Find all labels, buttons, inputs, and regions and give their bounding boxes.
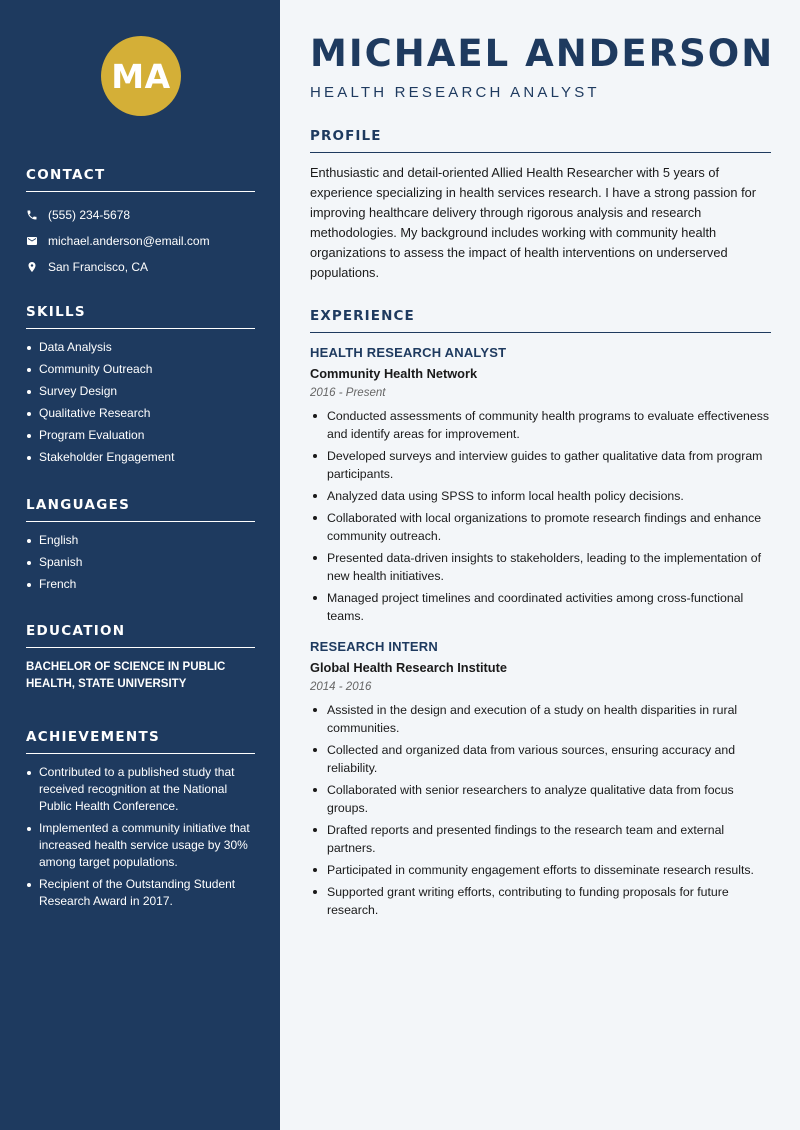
phone-icon [26, 209, 48, 221]
job-bullet: Analyzed data using SPSS to inform local health policy decisions. [310, 487, 771, 505]
job-bullet: Collaborated with senior researchers to analyze qualitative data from focus groups. [310, 781, 771, 817]
job-bullet: Presented data-driven insights to stakeholders, leading to the implementation of new health initiatives. [310, 549, 771, 585]
avatar [101, 36, 181, 116]
language-item: French [26, 576, 255, 593]
sidebar [0, 0, 280, 1130]
contact-email [26, 228, 255, 254]
job-entry [310, 639, 771, 919]
profile-heading: PROFILE [310, 128, 771, 153]
achievement-item: Contributed to a published study that received recognition at the National Public Health Conference. [26, 764, 255, 815]
achievement-item: Recipient of the Outstanding Student Research Award in 2017. [26, 876, 255, 910]
candidate-name: MICHAEL ANDERSON [310, 32, 775, 75]
achievements-heading: ACHIEVEMENTS [26, 729, 255, 754]
job-bullet: Drafted reports and presented findings to the research team and external partners. [310, 821, 771, 857]
skills-list [26, 339, 255, 466]
job-dates: 2014 - 2016 [310, 681, 372, 693]
achievements-list [26, 764, 255, 910]
language-item: English [26, 532, 255, 549]
job-bullet: Assisted in the design and execution of a study on health disparities in rural communities. [310, 701, 771, 737]
education-heading: EDUCATION [26, 623, 255, 648]
job-role: HEALTH RESEARCH ANALYST [310, 345, 507, 360]
experience-section [310, 308, 771, 923]
job-bullets [310, 407, 771, 625]
candidate-title: HEALTH RESEARCH ANALYST [310, 84, 600, 101]
contact-location [26, 254, 255, 280]
job-bullets [310, 701, 771, 919]
job-bullet: Supported grant writing efforts, contributing to funding proposals for future research. [310, 883, 771, 919]
email-address[interactable]: michael.anderson@email.com [48, 234, 210, 248]
location-text: San Francisco, CA [48, 260, 149, 274]
education-section [26, 623, 255, 693]
profile-section [310, 128, 771, 283]
email-icon [26, 235, 48, 247]
job-company: Community Health Network [310, 366, 478, 381]
job-bullet: Conducted assessments of community health programs to evaluate effectiveness and identify areas for improvement. [310, 407, 771, 443]
education-degree: BACHELOR OF SCIENCE IN PUBLIC HEALTH, STATE UNIVERSITY [26, 661, 226, 690]
job-company: Global Health Research Institute [310, 660, 507, 675]
languages-list [26, 532, 255, 593]
avatar-initials: MA [111, 56, 171, 96]
language-item: Spanish [26, 554, 255, 571]
job-role: RESEARCH INTERN [310, 639, 438, 654]
phone-number[interactable]: (555) 234-5678 [48, 208, 131, 222]
job-bullet: Managed project timelines and coordinated activities among cross-functional teams. [310, 589, 771, 625]
job-entry [310, 345, 771, 625]
languages-heading: LANGUAGES [26, 497, 255, 522]
contact-heading: CONTACT [26, 167, 255, 192]
achievements-section [26, 729, 255, 915]
contact-list [26, 202, 255, 280]
achievement-item: Implemented a community initiative that increased health service usage by 30% among target populations. [26, 820, 255, 871]
skill-item: Community Outreach [26, 361, 255, 378]
contact-phone [26, 202, 255, 228]
job-bullet: Collaborated with local organizations to promote research findings and enhance community outreach. [310, 509, 771, 545]
skill-item: Survey Design [26, 383, 255, 400]
skill-item: Program Evaluation [26, 427, 255, 444]
skill-item: Data Analysis [26, 339, 255, 356]
experience-heading: EXPERIENCE [310, 308, 771, 333]
location-pin-icon [26, 261, 48, 273]
skills-heading: SKILLS [26, 304, 255, 329]
job-bullet: Collected and organized data from various sources, ensuring accuracy and reliability. [310, 741, 771, 777]
languages-section [26, 497, 255, 598]
contact-section [26, 167, 255, 280]
job-dates: 2016 - Present [310, 387, 386, 399]
job-bullet: Participated in community engagement efforts to disseminate research results. [310, 861, 771, 879]
profile-text: Enthusiastic and detail-oriented Allied Health Researcher with 5 years of experience specializing in health services research. I have a strong passion for improving healthcare delivery through rigorous analysis and research methodologies. My background includes working with community health organizations to assess the impact of health interventions on underserved populations. [310, 165, 756, 280]
job-bullet: Developed surveys and interview guides to gather qualitative data from program participants. [310, 447, 771, 483]
skills-section [26, 304, 255, 471]
skill-item: Stakeholder Engagement [26, 449, 255, 466]
skill-item: Qualitative Research [26, 405, 255, 422]
